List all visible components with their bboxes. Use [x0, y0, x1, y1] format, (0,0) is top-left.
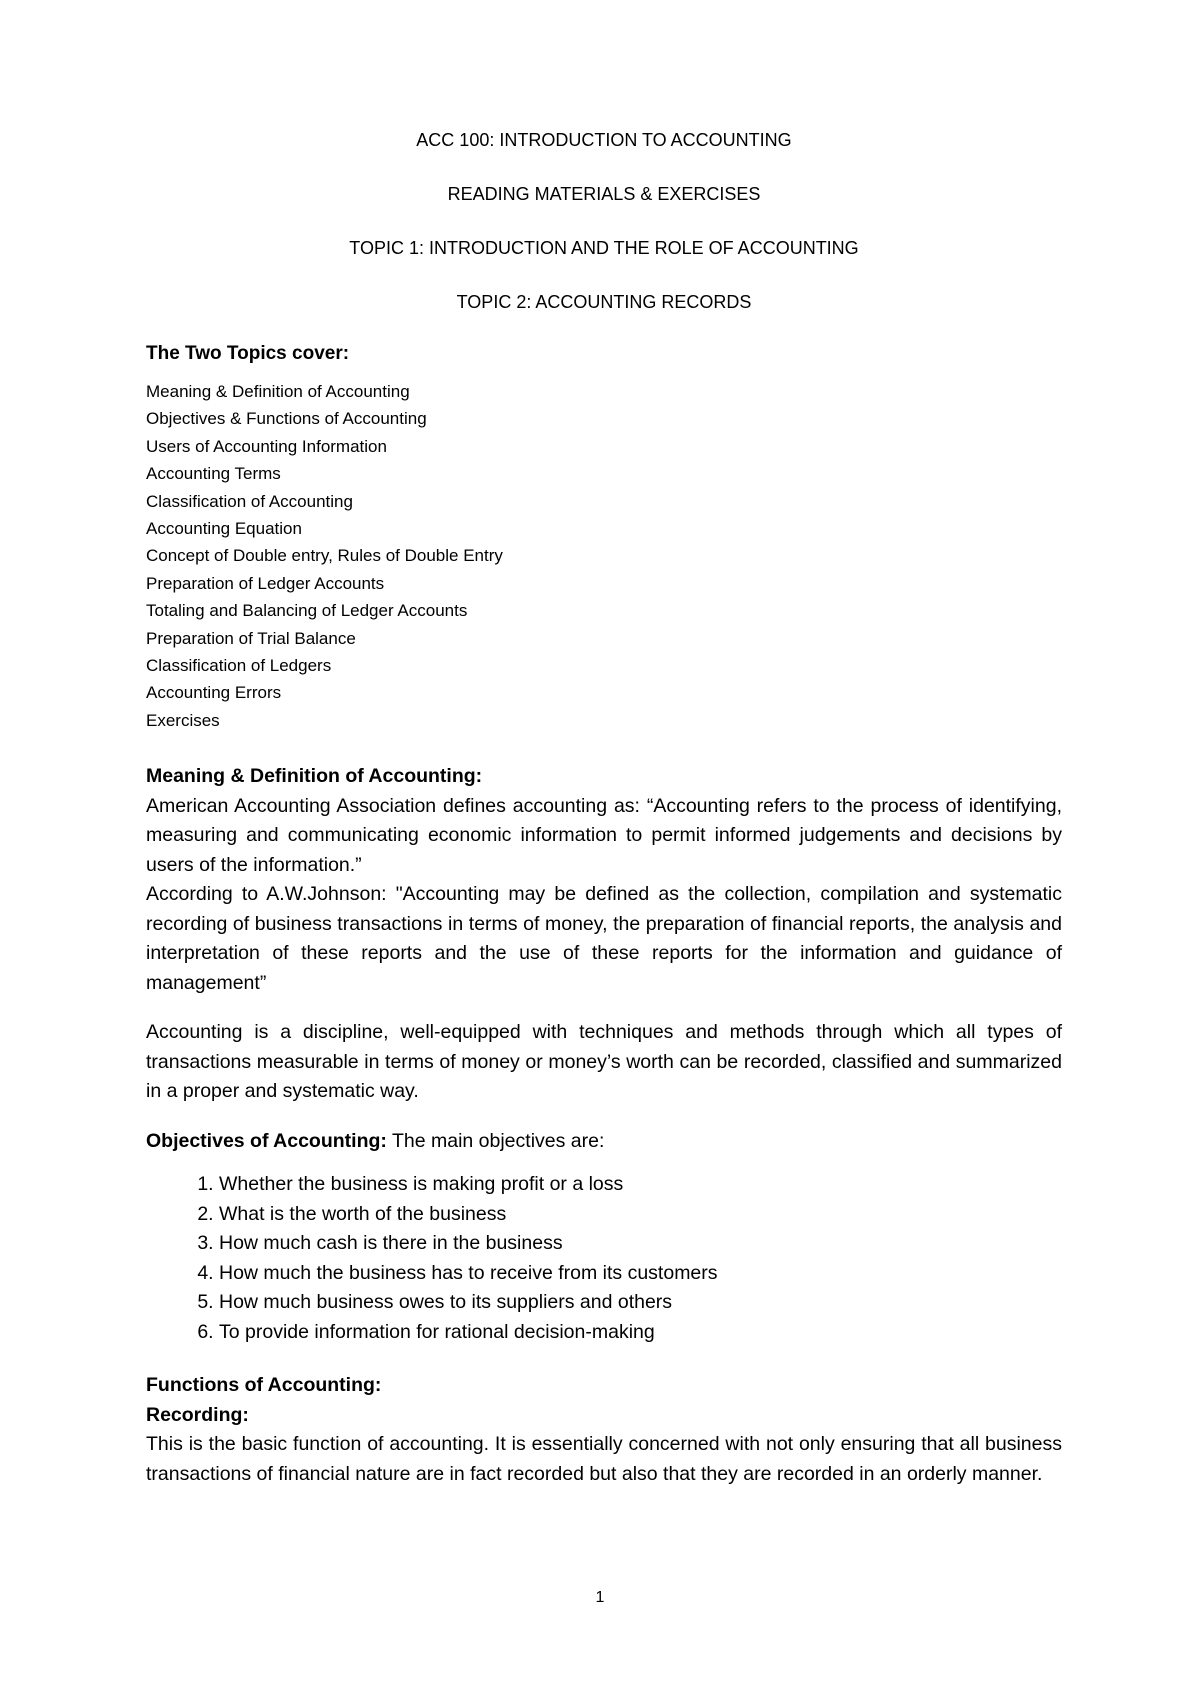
list-item: Concept of Double entry, Rules of Double Entry — [146, 546, 503, 566]
johnson-definition-paragraph: According to A.W.Johnson: "Accounting may be defined as the collection, compilation and systematic recording of business transactions in terms of money, the preparation of financial reports, the analysis and interpretation of these reports and the use of these reports for the information and guidance of management” — [146, 883, 1062, 994]
list-item: Preparation of Ledger Accounts — [146, 573, 385, 593]
course-title: ACC 100: INTRODUCTION TO ACCOUNTING — [416, 130, 792, 150]
list-item: Meaning & Definition of Accounting — [146, 382, 410, 401]
meaning-heading: Meaning & Definition of Accounting: — [146, 765, 483, 788]
recording-subheading: Recording: — [146, 1403, 249, 1426]
objectives-label: Objectives of Accounting: — [146, 1129, 387, 1152]
list-item: 4. How much the business has to receive from its customers — [219, 1259, 1062, 1289]
page-content — [146, 128, 1062, 1489]
discipline-paragraph: Accounting is a discipline, well-equipped with techniques and methods through which all types of transactions measurable in terms of money or money’s worth can be recorded, classified and summarized in a proper and systematic way. — [146, 1021, 1062, 1103]
list-item: Users of Accounting Information — [146, 436, 387, 456]
list-item: 1. Whether the business is making profit or a loss — [219, 1170, 1062, 1200]
list-item: Exercises — [146, 710, 220, 730]
list-item: Preparation of Trial Balance — [146, 628, 356, 648]
list-item: Classification of Ledgers — [146, 656, 332, 676]
objectives-list — [146, 1170, 1062, 1347]
topic-1-title: TOPIC 1: INTRODUCTION AND THE ROLE OF ACCOUNTING — [349, 238, 859, 258]
list-item: Accounting Terms — [146, 464, 281, 484]
topics-list — [146, 378, 1062, 734]
list-item: 6. To provide information for rational decision-making — [219, 1318, 1062, 1348]
list-item: Objectives & Functions of Accounting — [146, 409, 427, 429]
list-item: Accounting Errors — [146, 683, 282, 703]
list-item: Classification of Accounting — [146, 491, 353, 511]
list-item: 3. How much cash is there in the business — [219, 1229, 1062, 1259]
topics-cover-label: The Two Topics cover: — [146, 343, 350, 364]
objectives-intro — [146, 1127, 1062, 1157]
aaa-definition-paragraph: American Accounting Association defines accounting as: “Accounting refers to the process of identifying, measuring and communicating economic information to permit informed judgements and decisions by users of the information.” — [146, 794, 1062, 876]
list-item: 2. What is the worth of the business — [219, 1200, 1062, 1230]
list-item: Totaling and Balancing of Ledger Accounts — [146, 601, 468, 621]
recording-paragraph: This is the basic function of accounting. It is essentially concerned with not only ensuring that all business transactions of financial nature are in fact recorded but also that they are recorded in an orderly manner. — [146, 1433, 1062, 1485]
functions-heading: Functions of Accounting: — [146, 1374, 382, 1397]
list-item: 5. How much business owes to its suppliers and others — [219, 1288, 1062, 1318]
topic-2-title: TOPIC 2: ACCOUNTING RECORDS — [456, 292, 752, 312]
objectives-intro-text: The main objectives are: — [386, 1129, 605, 1152]
page-number: 1 — [595, 1589, 605, 1606]
document-subtitle: READING MATERIALS & EXERCISES — [447, 184, 761, 204]
list-item: Accounting Equation — [146, 519, 302, 539]
